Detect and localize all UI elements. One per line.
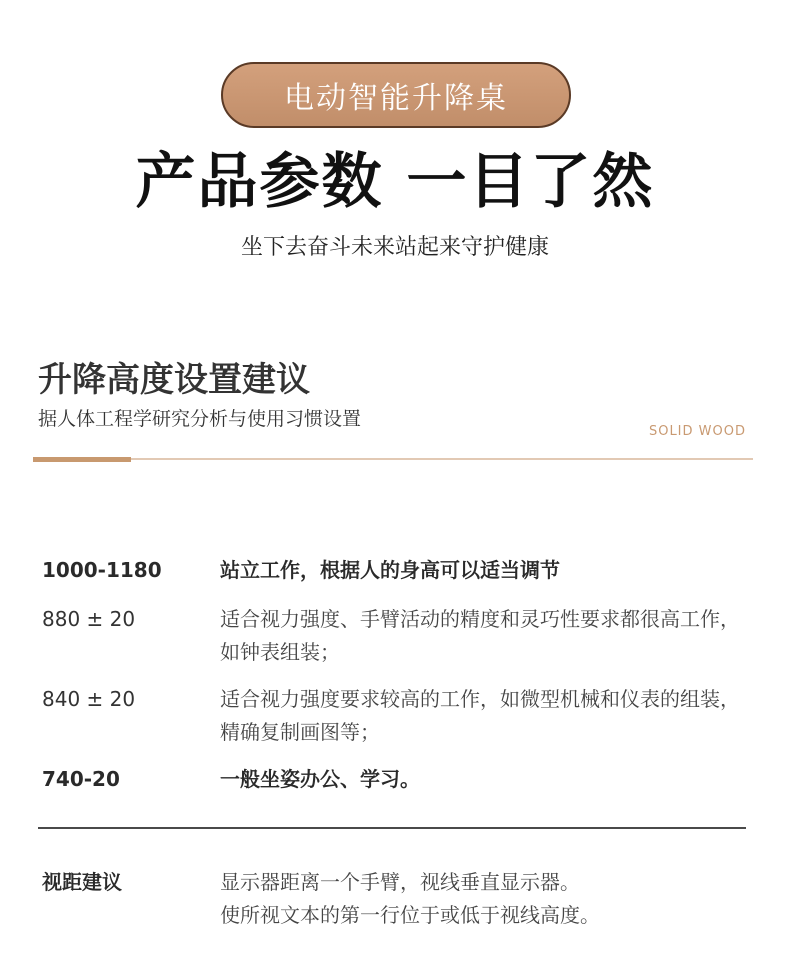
height-value: 1000-1180	[42, 558, 162, 582]
product-badge	[221, 62, 571, 128]
height-value: 740-20	[42, 767, 120, 791]
section-divider-accent	[33, 457, 131, 462]
height-description: 适合视力强度要求较高的工作，如微型机械和仪表的组装，精确复制画图等；	[220, 687, 740, 744]
hero-subtitle: 坐下去奋斗未来站起来守护健康	[240, 235, 549, 260]
viewing-distance-description	[220, 866, 750, 932]
product-badge-label: 电动智能升降桌	[284, 81, 508, 116]
height-value: 880 ± 20	[42, 607, 136, 631]
height-description: 适合视力强度、手臂活动的精度和灵巧性要求都很高工作，如钟表组装；	[220, 607, 740, 664]
section-divider	[33, 458, 753, 460]
hero-title: 产品参数 一目了然	[135, 147, 655, 217]
viewing-distance-line-2: 使所视文本的第一行位于或低于视线高度。	[220, 903, 600, 927]
height-description: 一般坐姿办公、学习。	[220, 767, 420, 791]
table-divider	[38, 827, 746, 829]
viewing-distance-line-1: 显示器距离一个手臂，视线垂直显示器。	[220, 870, 580, 894]
height-description: 站立工作，根据人的身高可以适当调节	[220, 558, 560, 582]
section-title: 升降高度设置建议	[38, 360, 310, 400]
viewing-distance-label: 视距建议	[42, 870, 122, 894]
height-value: 840 ± 20	[42, 687, 136, 711]
solid-wood-tag: SOLID WOOD	[648, 424, 746, 439]
section-subtitle: 据人体工程学研究分析与使用习惯设置	[38, 408, 362, 430]
